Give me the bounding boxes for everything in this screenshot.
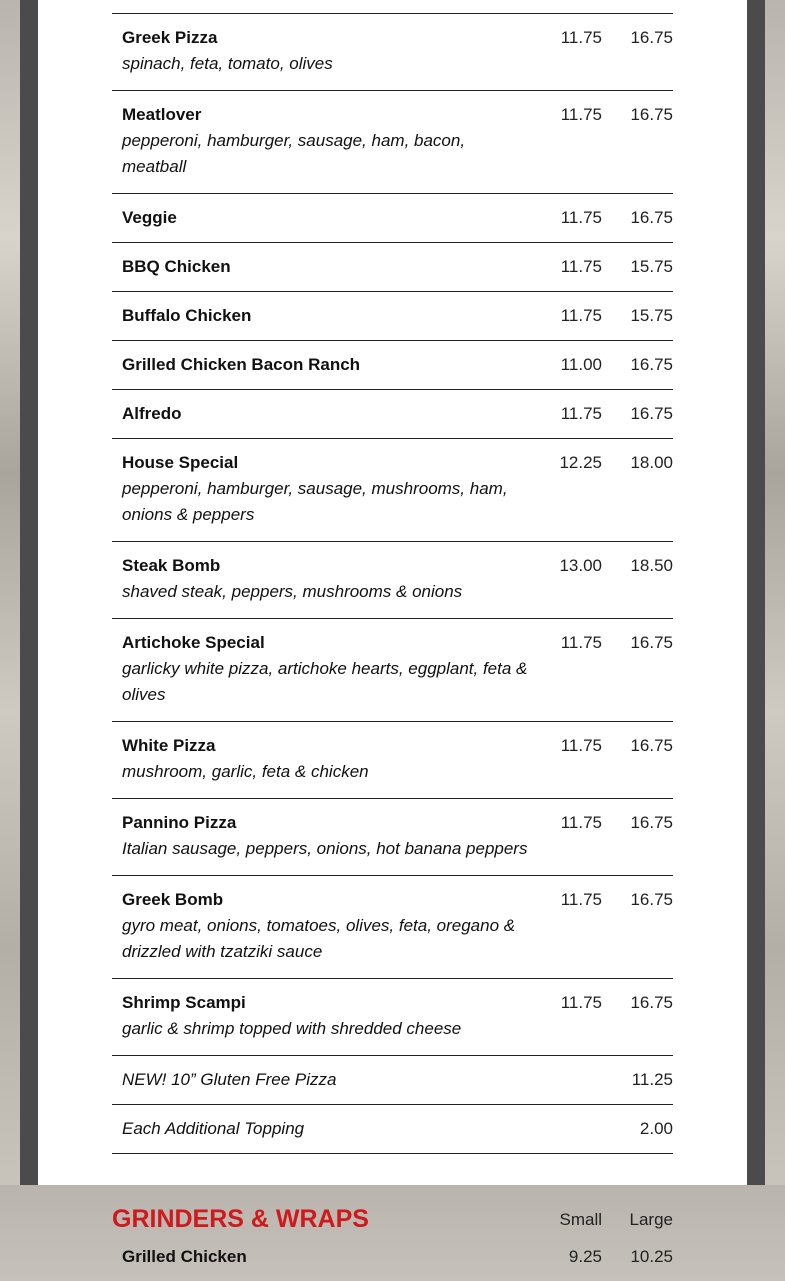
grinder-item-info [122,1246,542,1268]
menu-item-row [112,799,673,876]
menu-item-prices [542,735,673,757]
extra-item-prices [602,1069,673,1091]
menu-item-name: Greek Bomb [122,890,224,909]
price-large: 16.75 [630,633,673,652]
price-small: 11.75 [560,736,602,755]
menu-item-description: pepperoni, hamburger, sausage, mushrooms, ham, onions & peppers [122,479,508,524]
menu-item-info [122,992,542,1042]
menu-item-name: Veggie [122,208,177,227]
grinder-item-name: Grilled Chicken [122,1247,247,1266]
menu-item-row [112,292,673,341]
menu-item-row [112,876,673,979]
price-small: 12.25 [559,453,602,472]
menu-item-info [122,889,542,965]
menu-item-description: Italian sausage, peppers, onions, hot banana peppers [122,839,528,858]
extra-item-prices [602,1118,673,1140]
pizza-list [112,14,673,1056]
menu-item-prices [542,632,673,654]
menu-item-name: BBQ Chicken [122,257,231,276]
grinder-item-prices [542,1246,673,1268]
menu-item-info [122,632,542,708]
menu-item-row [112,390,673,439]
menu-item-description: mushroom, garlic, feta & chicken [122,762,369,781]
menu-item-row [112,341,673,390]
extra-item-info [122,1118,602,1140]
menu-item-row [112,14,673,91]
price-large: 16.75 [630,355,673,374]
price-small: 11.75 [560,306,602,325]
menu-item-info [122,735,542,785]
grinder-item-row [112,1234,673,1281]
menu-item-prices [542,27,673,49]
section-title: GRINDERS & WRAPS [112,1205,369,1233]
menu-item-name: Pannino Pizza [122,813,237,832]
menu-item-prices [542,992,673,1014]
menu-item-info [122,403,542,425]
menu-item-prices [542,889,673,911]
price-large: 16.75 [630,28,673,47]
extra-item-name: Each Additional Topping [122,1119,305,1138]
price-large: 15.75 [630,257,673,276]
menu-item-row [112,979,673,1056]
menu-item-info [122,256,542,278]
price-large: 15.75 [630,306,673,325]
menu-item-prices [542,256,673,278]
extra-item-price: 2.00 [639,1119,673,1138]
price-large: 16.75 [630,404,673,423]
menu-item-description: garlic & shrimp topped with shredded cheese [122,1019,462,1038]
menu-item-name: Steak Bomb [122,556,221,575]
menu-item-info [122,104,542,180]
menu-item-prices [542,354,673,376]
menu-item-prices [542,812,673,834]
price-large: 16.75 [630,208,673,227]
extra-item-row [112,1056,673,1105]
price-large: 18.00 [630,453,673,472]
price-small: 11.00 [560,355,602,374]
column-small: Small [559,1209,602,1229]
price-large: 16.75 [630,105,673,124]
menu-item-description: garlicky white pizza, artichoke hearts, eggplant, feta & olives [122,659,528,704]
menu-item-info [122,354,542,376]
menu-item-row [112,439,673,542]
menu-item-prices [542,403,673,425]
extra-item-info [122,1069,602,1091]
menu-item-name: Buffalo Chicken [122,306,252,325]
menu-item-name: Greek Pizza [122,28,218,47]
menu-item-row [112,619,673,722]
menu-item-info [122,452,542,528]
menu-item-info [122,555,542,605]
menu-item-name: Shrimp Scampi [122,993,246,1012]
extra-item-name: NEW! 10” Gluten Free Pizza [122,1070,337,1089]
column-large: Large [629,1209,673,1229]
price-large: 16.75 [630,736,673,755]
menu-item-prices [542,555,673,577]
menu-item-row [112,542,673,619]
price-small: 11.75 [560,633,602,652]
menu-item-info [122,305,542,327]
menu-item-row [112,722,673,799]
menu-item-prices [542,452,673,474]
grinders-header [112,1205,673,1234]
price-small: 11.75 [560,993,602,1012]
grinders-list [112,1234,673,1281]
menu-item-info [122,812,542,862]
menu-item-prices [542,104,673,126]
price-small: 11.75 [560,813,602,832]
menu-item-info [122,207,542,229]
menu-item-name: Meatlover [122,105,202,124]
menu-item-description: spinach, feta, tomato, olives [122,54,333,73]
extra-item-row [112,1105,673,1154]
menu-item-row [112,243,673,292]
menu-item-info [122,27,542,77]
price-large: 16.75 [630,813,673,832]
menu-item-prices [542,305,673,327]
menu-item-row [112,194,673,243]
price-small: 9.25 [568,1247,602,1266]
extra-item-price: 11.25 [631,1070,673,1089]
price-large: 16.75 [630,993,673,1012]
menu-item-description: pepperoni, hamburger, sausage, ham, bacon, meatball [122,131,466,176]
price-large: 18.50 [630,556,673,575]
menu-content [112,0,673,1281]
column-headings [542,1210,673,1230]
price-large: 16.75 [630,890,673,909]
menu-item-prices [542,207,673,229]
price-small: 13.00 [559,556,602,575]
price-small: 11.75 [560,105,602,124]
price-large: 10.25 [630,1247,673,1266]
menu-item-name: House Special [122,453,239,472]
menu-item-name: Grilled Chicken Bacon Ranch [122,355,361,374]
menu-item-description: shaved steak, peppers, mushrooms & onions [122,582,463,601]
menu-item-description: gyro meat, onions, tomatoes, olives, feta, oregano & drizzled with tzatziki sauce [122,916,516,961]
price-small: 11.75 [560,890,602,909]
price-small: 11.75 [560,404,602,423]
menu-item-name: White Pizza [122,736,216,755]
menu-item-name: Artichoke Special [122,633,265,652]
price-small: 11.75 [560,257,602,276]
menu-item-name: Alfredo [122,404,182,423]
menu-item-row [112,91,673,194]
extras-list [112,1056,673,1154]
price-small: 11.75 [560,28,602,47]
price-small: 11.75 [560,208,602,227]
